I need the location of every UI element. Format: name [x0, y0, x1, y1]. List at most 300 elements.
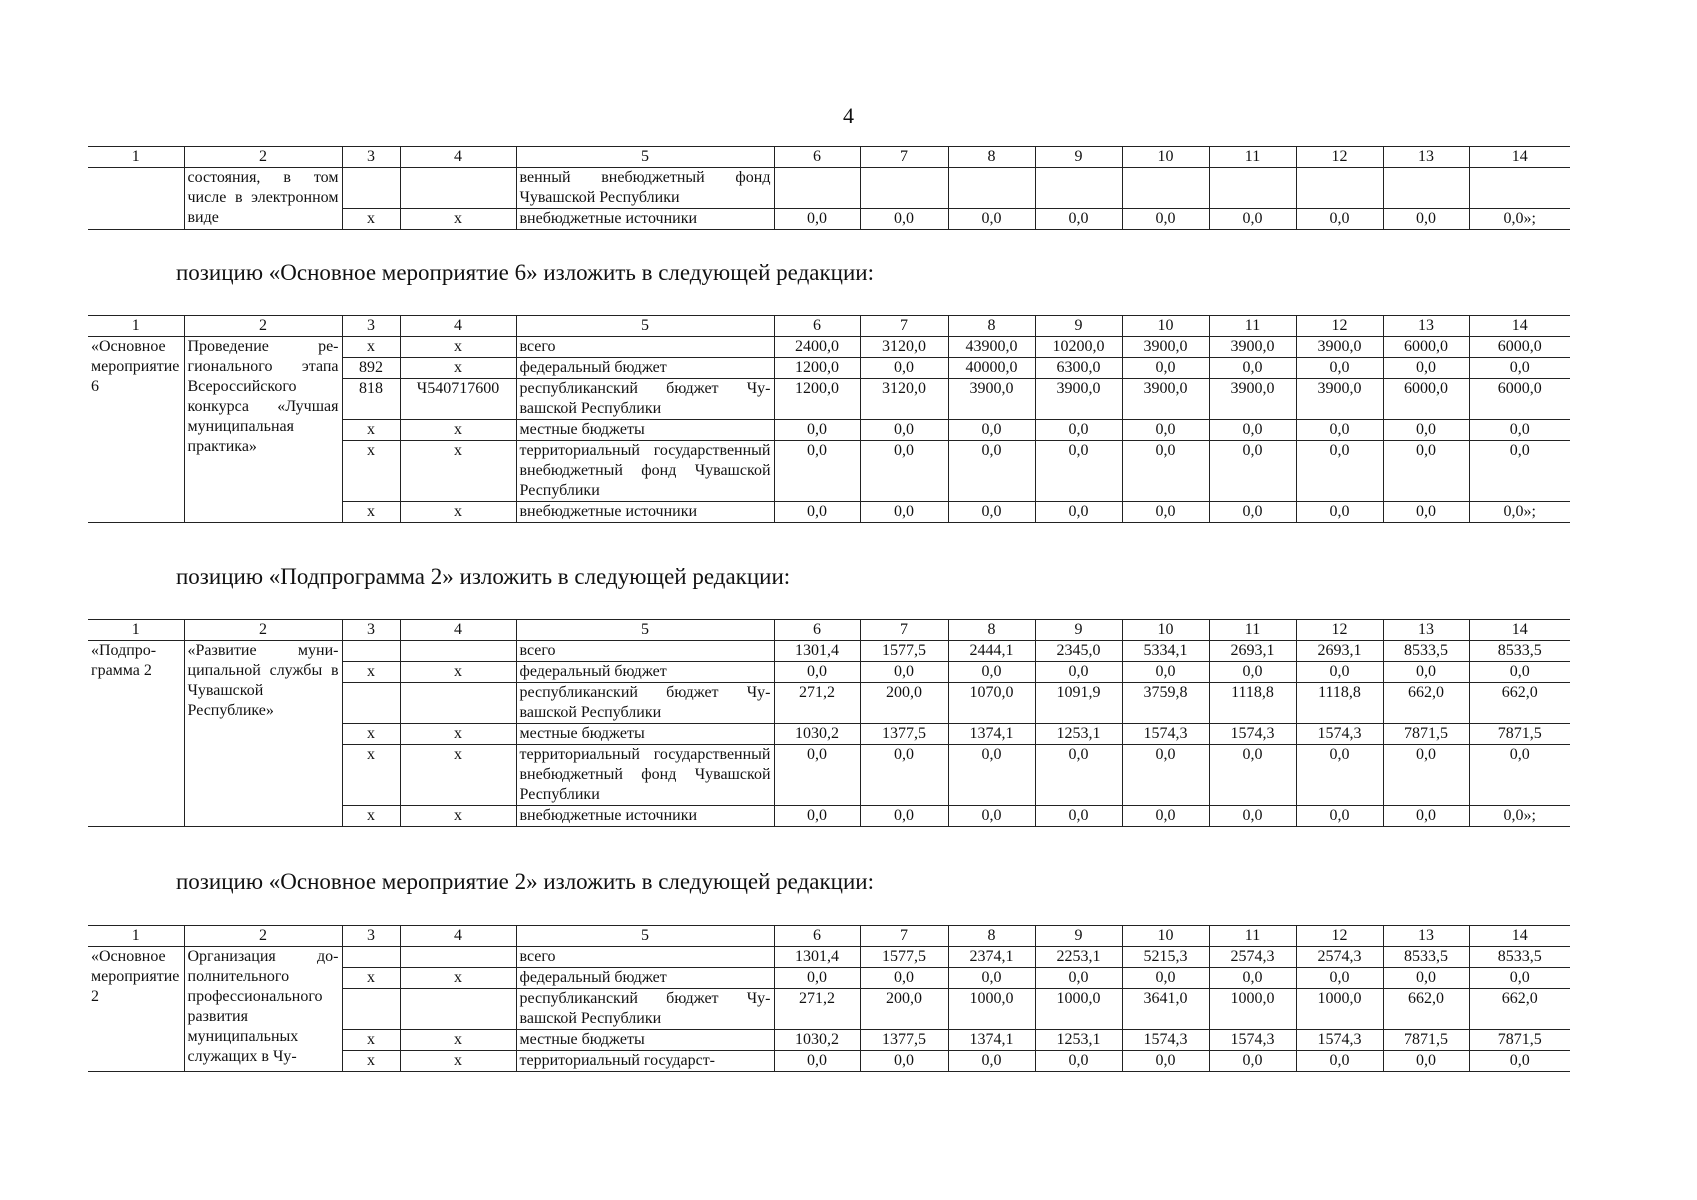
amount-cell: 3120,0 [860, 379, 948, 420]
column-number: 10 [1122, 316, 1209, 337]
grbs-code-cell: х [342, 502, 400, 523]
classification-code-cell [400, 641, 516, 662]
budget-table-subprogram-2 [88, 619, 1570, 827]
amount-cell: 0,0 [1469, 968, 1570, 989]
amount-cell [1122, 168, 1209, 209]
funding-source-cell: территориальный государственный внебюджетный фонд Чувашской Республики [516, 441, 774, 502]
grbs-code-cell: х [342, 337, 400, 358]
column-number: 5 [516, 316, 774, 337]
grbs-code-cell: х [342, 724, 400, 745]
column-number: 1 [88, 620, 184, 641]
funding-source-cell: федеральный бюджет [516, 358, 774, 379]
funding-source-cell: республиканский бюджет Чувашской Республики [516, 683, 774, 724]
funding-source-cell: федеральный бюджет [516, 662, 774, 683]
amount-cell: 0,0 [860, 1051, 948, 1072]
column-number: 3 [342, 926, 400, 947]
amount-cell [774, 168, 860, 209]
amount-cell: 0,0 [1122, 662, 1209, 683]
funding-source-cell: территориальный государст- [516, 1051, 774, 1072]
amount-cell: 0,0 [1296, 1051, 1383, 1072]
amount-cell: 1030,2 [774, 1030, 860, 1051]
program-status-cell: «Основное мероприятие 2 [88, 947, 184, 1072]
amount-cell: 0,0 [1383, 662, 1469, 683]
amount-cell: 1374,1 [948, 1030, 1035, 1051]
amount-cell: 2574,3 [1209, 947, 1296, 968]
grbs-code-cell [342, 989, 400, 1030]
classification-code-cell: х [400, 209, 516, 230]
amount-cell: 271,2 [774, 989, 860, 1030]
amount-cell: 0,0 [1122, 1051, 1209, 1072]
amount-cell: 0,0 [1035, 745, 1122, 806]
column-number-row [88, 147, 1570, 168]
section-heading: позицию «Основное мероприятие 2» изложить в следующей редакции: [176, 869, 874, 894]
program-status-cell [88, 168, 184, 230]
column-number: 4 [400, 926, 516, 947]
amount-cell: 662,0 [1469, 989, 1570, 1030]
amount-cell: 0,0 [860, 358, 948, 379]
classification-code-cell [400, 989, 516, 1030]
classification-code-cell: х [400, 1051, 516, 1072]
amount-cell: 0,0 [1296, 420, 1383, 441]
amount-cell: 1253,1 [1035, 724, 1122, 745]
amount-cell: 1000,0 [1035, 989, 1122, 1030]
amount-cell: 2693,1 [1209, 641, 1296, 662]
column-number: 2 [184, 316, 342, 337]
amount-cell: 0,0 [1122, 806, 1209, 827]
funding-source-cell: местные бюджеты [516, 420, 774, 441]
amount-cell: 7871,5 [1383, 724, 1469, 745]
grbs-code-cell [342, 683, 400, 724]
amount-cell: 3900,0 [1296, 379, 1383, 420]
column-number: 6 [774, 926, 860, 947]
column-number: 8 [948, 316, 1035, 337]
amount-cell: 6000,0 [1383, 379, 1469, 420]
amount-cell: 0,0 [948, 441, 1035, 502]
table-row [88, 947, 1570, 968]
amount-cell: 0,0 [1383, 420, 1469, 441]
amount-cell: 2253,1 [1035, 947, 1122, 968]
amount-cell: 3120,0 [860, 337, 948, 358]
amount-cell: 0,0 [1296, 502, 1383, 523]
amount-cell: 1000,0 [1296, 989, 1383, 1030]
column-number: 5 [516, 147, 774, 168]
amount-cell: 0,0 [1209, 420, 1296, 441]
amount-cell: 1091,9 [1035, 683, 1122, 724]
amount-cell: 271,2 [774, 683, 860, 724]
amount-cell: 1030,2 [774, 724, 860, 745]
amount-cell: 0,0 [774, 1051, 860, 1072]
amount-cell: 0,0 [1209, 745, 1296, 806]
amount-cell: 0,0 [1035, 420, 1122, 441]
amount-cell: 0,0 [860, 420, 948, 441]
amount-cell: 0,0 [1296, 806, 1383, 827]
classification-code-cell: х [400, 420, 516, 441]
funding-source-cell: местные бюджеты [516, 1030, 774, 1051]
amount-cell: 0,0 [1209, 358, 1296, 379]
classification-code-cell: х [400, 441, 516, 502]
funding-source-cell: всего [516, 337, 774, 358]
table-row [88, 337, 1570, 358]
amount-cell [1383, 168, 1469, 209]
column-number: 12 [1296, 316, 1383, 337]
program-status-cell: «Основное мероприятие 6 [88, 337, 184, 523]
column-number: 3 [342, 147, 400, 168]
amount-cell: 0,0 [774, 968, 860, 989]
amount-cell: 0,0 [774, 420, 860, 441]
amount-cell: 6300,0 [1035, 358, 1122, 379]
grbs-code-cell: 892 [342, 358, 400, 379]
column-number: 10 [1122, 620, 1209, 641]
column-number: 6 [774, 316, 860, 337]
column-number: 11 [1209, 926, 1296, 947]
amount-cell: 0,0 [860, 968, 948, 989]
budget-table-main-event-2 [88, 925, 1570, 1072]
classification-code-cell: х [400, 806, 516, 827]
column-number: 5 [516, 926, 774, 947]
grbs-code-cell: х [342, 420, 400, 441]
amount-cell: 10200,0 [1035, 337, 1122, 358]
amount-cell: 0,0 [948, 1051, 1035, 1072]
classification-code-cell: Ч540717600 [400, 379, 516, 420]
classification-code-cell: х [400, 358, 516, 379]
amount-cell: 0,0 [1383, 358, 1469, 379]
column-number: 7 [860, 620, 948, 641]
classification-code-cell [400, 168, 516, 209]
amount-cell: 0,0 [1209, 1051, 1296, 1072]
amount-cell: 0,0 [1122, 745, 1209, 806]
amount-cell: 1574,3 [1122, 724, 1209, 745]
program-title-cell: Проведение регионального этапа Всероссийского конкурса «Лучшая муниципальная практика» [184, 337, 342, 523]
grbs-code-cell: х [342, 745, 400, 806]
amount-cell: 0,0 [774, 662, 860, 683]
amount-cell: 1253,1 [1035, 1030, 1122, 1051]
amount-cell: 0,0 [1383, 502, 1469, 523]
amount-cell: 0,0»; [1469, 502, 1570, 523]
amount-cell: 0,0 [774, 441, 860, 502]
grbs-code-cell: х [342, 441, 400, 502]
amount-cell: 3900,0 [948, 379, 1035, 420]
grbs-code-cell [342, 168, 400, 209]
amount-cell: 1070,0 [948, 683, 1035, 724]
table-row [88, 641, 1570, 662]
column-number: 9 [1035, 926, 1122, 947]
grbs-code-cell: х [342, 209, 400, 230]
funding-source-cell: внебюджетные источники [516, 209, 774, 230]
amount-cell: 1377,5 [860, 1030, 948, 1051]
amount-cell: 1000,0 [1209, 989, 1296, 1030]
column-number: 11 [1209, 147, 1296, 168]
amount-cell: 0,0»; [1469, 209, 1570, 230]
amount-cell: 0,0 [948, 745, 1035, 806]
amount-cell: 0,0 [1383, 968, 1469, 989]
column-number: 9 [1035, 316, 1122, 337]
grbs-code-cell: х [342, 806, 400, 827]
amount-cell: 3641,0 [1122, 989, 1209, 1030]
amount-cell [860, 168, 948, 209]
column-number: 12 [1296, 926, 1383, 947]
amount-cell: 0,0 [774, 806, 860, 827]
amount-cell: 0,0 [860, 662, 948, 683]
amount-cell: 662,0 [1383, 989, 1469, 1030]
column-number: 11 [1209, 620, 1296, 641]
column-number: 7 [860, 316, 948, 337]
amount-cell: 1377,5 [860, 724, 948, 745]
amount-cell: 0,0 [948, 968, 1035, 989]
grbs-code-cell [342, 641, 400, 662]
amount-cell: 200,0 [860, 683, 948, 724]
column-number: 2 [184, 147, 342, 168]
column-number: 14 [1469, 147, 1570, 168]
column-number: 2 [184, 620, 342, 641]
amount-cell [1209, 168, 1296, 209]
column-number: 2 [184, 926, 342, 947]
column-number: 3 [342, 620, 400, 641]
amount-cell: 0,0 [1469, 420, 1570, 441]
classification-code-cell: х [400, 662, 516, 683]
amount-cell: 43900,0 [948, 337, 1035, 358]
column-number: 8 [948, 620, 1035, 641]
amount-cell: 0,0 [1296, 745, 1383, 806]
grbs-code-cell: х [342, 1051, 400, 1072]
amount-cell: 0,0 [1296, 662, 1383, 683]
column-number-row [88, 926, 1570, 947]
funding-source-cell: венный внебюджетный фонд Чувашской Республики [516, 168, 774, 209]
amount-cell: 0,0 [774, 502, 860, 523]
grbs-code-cell: х [342, 968, 400, 989]
amount-cell: 0,0 [1296, 441, 1383, 502]
funding-source-cell: всего [516, 641, 774, 662]
column-number: 13 [1383, 926, 1469, 947]
amount-cell: 3900,0 [1209, 337, 1296, 358]
amount-cell: 3900,0 [1035, 379, 1122, 420]
amount-cell: 3900,0 [1296, 337, 1383, 358]
amount-cell: 0,0 [1209, 968, 1296, 989]
grbs-code-cell: х [342, 662, 400, 683]
amount-cell: 0,0 [1122, 968, 1209, 989]
column-number: 14 [1469, 620, 1570, 641]
column-number: 7 [860, 147, 948, 168]
column-number: 1 [88, 926, 184, 947]
column-number: 7 [860, 926, 948, 947]
amount-cell: 0,0 [1469, 745, 1570, 806]
amount-cell: 0,0 [860, 502, 948, 523]
amount-cell: 1574,3 [1209, 1030, 1296, 1051]
amount-cell: 1574,3 [1296, 1030, 1383, 1051]
column-number: 13 [1383, 147, 1469, 168]
column-number: 14 [1469, 316, 1570, 337]
column-number-row [88, 620, 1570, 641]
amount-cell: 8533,5 [1383, 641, 1469, 662]
amount-cell: 1000,0 [948, 989, 1035, 1030]
funding-source-cell: внебюджетные источники [516, 502, 774, 523]
amount-cell: 7871,5 [1469, 1030, 1570, 1051]
amount-cell: 6000,0 [1469, 337, 1570, 358]
amount-cell [948, 168, 1035, 209]
amount-cell: 6000,0 [1469, 379, 1570, 420]
column-number: 5 [516, 620, 774, 641]
amount-cell: 2345,0 [1035, 641, 1122, 662]
amount-cell: 0,0 [1296, 358, 1383, 379]
amount-cell: 0,0 [1122, 209, 1209, 230]
section-heading: позицию «Подпрограмма 2» изложить в следующей редакции: [176, 564, 791, 589]
amount-cell [1469, 168, 1570, 209]
classification-code-cell [400, 947, 516, 968]
amount-cell: 1301,4 [774, 947, 860, 968]
amount-cell: 7871,5 [1469, 724, 1570, 745]
section-heading: позицию «Основное мероприятие 6» изложить в следующей редакции: [176, 260, 874, 285]
amount-cell: 0,0 [1035, 441, 1122, 502]
column-number: 11 [1209, 316, 1296, 337]
program-title-cell: «Развитие муниципальной службы в Чувашской Республике» [184, 641, 342, 827]
amount-cell: 0,0 [1383, 806, 1469, 827]
amount-cell: 2374,1 [948, 947, 1035, 968]
amount-cell: 40000,0 [948, 358, 1035, 379]
amount-cell: 1200,0 [774, 358, 860, 379]
amount-cell: 0,0 [948, 806, 1035, 827]
page-number: 4 [843, 103, 854, 128]
amount-cell: 5334,1 [1122, 641, 1209, 662]
amount-cell: 0,0 [1035, 209, 1122, 230]
amount-cell: 0,0 [1209, 209, 1296, 230]
classification-code-cell: х [400, 337, 516, 358]
column-number: 13 [1383, 316, 1469, 337]
amount-cell: 1577,5 [860, 641, 948, 662]
column-number: 9 [1035, 147, 1122, 168]
amount-cell: 0,0 [1296, 968, 1383, 989]
column-number: 4 [400, 620, 516, 641]
amount-cell: 0,0»; [1469, 806, 1570, 827]
amount-cell: 0,0 [1209, 441, 1296, 502]
amount-cell: 0,0 [1469, 358, 1570, 379]
amount-cell: 0,0 [1209, 806, 1296, 827]
amount-cell [1035, 168, 1122, 209]
amount-cell: 2400,0 [774, 337, 860, 358]
classification-code-cell: х [400, 724, 516, 745]
column-number: 13 [1383, 620, 1469, 641]
column-number: 8 [948, 926, 1035, 947]
classification-code-cell [400, 683, 516, 724]
column-number: 4 [400, 316, 516, 337]
amount-cell: 3759,8 [1122, 683, 1209, 724]
amount-cell: 0,0 [948, 209, 1035, 230]
column-number: 12 [1296, 147, 1383, 168]
amount-cell: 662,0 [1469, 683, 1570, 724]
amount-cell: 0,0 [1035, 968, 1122, 989]
funding-source-cell: территориальный государственный внебюджетный фонд Чувашской Республики [516, 745, 774, 806]
amount-cell: 8533,5 [1383, 947, 1469, 968]
amount-cell: 0,0 [860, 745, 948, 806]
program-title-cell: Организация дополнительного профессионального развития муниципальных служащих в Чу- [184, 947, 342, 1072]
column-number: 10 [1122, 926, 1209, 947]
amount-cell: 3900,0 [1209, 379, 1296, 420]
amount-cell: 662,0 [1383, 683, 1469, 724]
column-number: 6 [774, 620, 860, 641]
classification-code-cell: х [400, 968, 516, 989]
amount-cell: 0,0 [774, 745, 860, 806]
amount-cell: 8533,5 [1469, 641, 1570, 662]
funding-source-cell: внебюджетные источники [516, 806, 774, 827]
funding-source-cell: всего [516, 947, 774, 968]
classification-code-cell: х [400, 745, 516, 806]
program-title-cell: состояния, в том числе в электронном виде [184, 168, 342, 230]
column-number: 6 [774, 147, 860, 168]
amount-cell: 0,0 [948, 662, 1035, 683]
amount-cell: 1200,0 [774, 379, 860, 420]
amount-cell: 8533,5 [1469, 947, 1570, 968]
grbs-code-cell: х [342, 1030, 400, 1051]
funding-source-cell: республиканский бюджет Чувашской Республики [516, 989, 774, 1030]
funding-source-cell: федеральный бюджет [516, 968, 774, 989]
column-number: 4 [400, 147, 516, 168]
amount-cell: 1574,3 [1209, 724, 1296, 745]
column-number: 1 [88, 147, 184, 168]
column-number: 8 [948, 147, 1035, 168]
amount-cell: 6000,0 [1383, 337, 1469, 358]
amount-cell: 7871,5 [1383, 1030, 1469, 1051]
column-number: 1 [88, 316, 184, 337]
amount-cell: 0,0 [1035, 662, 1122, 683]
amount-cell: 0,0 [1296, 209, 1383, 230]
amount-cell: 0,0 [1469, 662, 1570, 683]
amount-cell: 0,0 [1122, 420, 1209, 441]
amount-cell: 0,0 [1035, 502, 1122, 523]
column-number: 3 [342, 316, 400, 337]
program-status-cell: «Подпрограмма 2 [88, 641, 184, 827]
grbs-code-cell: 818 [342, 379, 400, 420]
amount-cell: 2693,1 [1296, 641, 1383, 662]
amount-cell: 1301,4 [774, 641, 860, 662]
column-number: 12 [1296, 620, 1383, 641]
amount-cell: 0,0 [1122, 502, 1209, 523]
amount-cell: 2444,1 [948, 641, 1035, 662]
budget-table-continuation [88, 146, 1570, 230]
amount-cell: 0,0 [1122, 358, 1209, 379]
amount-cell: 0,0 [1383, 1051, 1469, 1072]
amount-cell: 0,0 [1383, 441, 1469, 502]
amount-cell: 0,0 [1469, 1051, 1570, 1072]
amount-cell: 1577,5 [860, 947, 948, 968]
amount-cell: 0,0 [1122, 441, 1209, 502]
column-number: 10 [1122, 147, 1209, 168]
amount-cell: 0,0 [1383, 209, 1469, 230]
classification-code-cell: х [400, 502, 516, 523]
amount-cell: 0,0 [948, 420, 1035, 441]
funding-source-cell: республиканский бюджет Чувашской Республики [516, 379, 774, 420]
amount-cell: 1574,3 [1122, 1030, 1209, 1051]
amount-cell: 1374,1 [948, 724, 1035, 745]
amount-cell: 0,0 [860, 806, 948, 827]
grbs-code-cell [342, 947, 400, 968]
amount-cell [1296, 168, 1383, 209]
amount-cell: 3900,0 [1122, 379, 1209, 420]
amount-cell: 3900,0 [1122, 337, 1209, 358]
amount-cell: 200,0 [860, 989, 948, 1030]
budget-table-main-event-6 [88, 315, 1570, 523]
amount-cell: 5215,3 [1122, 947, 1209, 968]
amount-cell: 0,0 [1035, 1051, 1122, 1072]
column-number: 9 [1035, 620, 1122, 641]
amount-cell: 0,0 [860, 441, 948, 502]
amount-cell: 0,0 [1469, 441, 1570, 502]
funding-source-cell: местные бюджеты [516, 724, 774, 745]
table-row [88, 168, 1570, 209]
amount-cell: 2574,3 [1296, 947, 1383, 968]
amount-cell: 1118,8 [1209, 683, 1296, 724]
amount-cell: 0,0 [1035, 806, 1122, 827]
amount-cell: 1574,3 [1296, 724, 1383, 745]
amount-cell: 0,0 [860, 209, 948, 230]
amount-cell: 1118,8 [1296, 683, 1383, 724]
